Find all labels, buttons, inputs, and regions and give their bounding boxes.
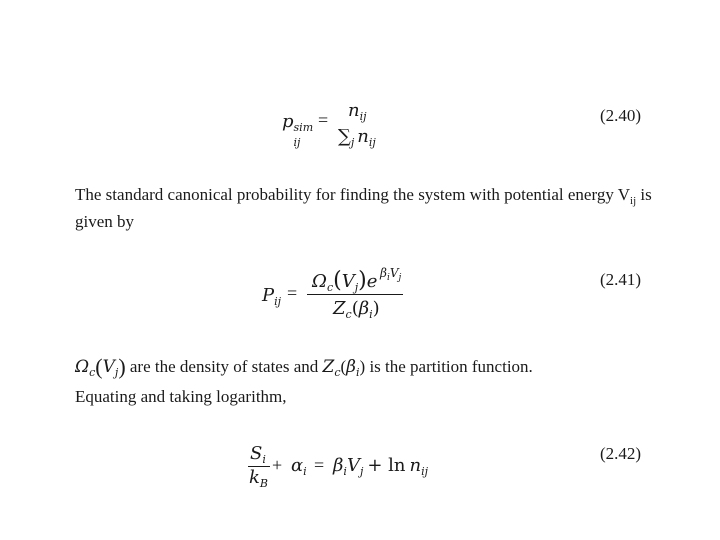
eq241-den-z: Z — [333, 298, 346, 319]
p2-omega: Ω — [75, 357, 90, 377]
eq241-omega-sub: c — [326, 281, 334, 294]
eq242-frac-den — [249, 467, 268, 490]
eq240-number: (2.40) — [600, 106, 642, 125]
eq240-num-sub: ij — [359, 110, 367, 123]
eq242-equals: = — [314, 455, 325, 475]
eq240-lhs-base: p — [282, 111, 294, 132]
p2-v-sub: j — [114, 366, 119, 379]
eq241-lhs-sub: ij — [274, 295, 282, 308]
eq240-den-base: n — [357, 126, 369, 147]
eq241-omega: Ω — [312, 271, 327, 292]
eq242-n-sub: ij — [421, 465, 429, 478]
eq241-number: (2.41) — [600, 270, 642, 289]
eq241-exponent — [380, 266, 401, 283]
eq240-den-sub: ij — [368, 136, 376, 149]
eq241-fraction-bar — [307, 294, 403, 295]
eq241-den-beta-sub: i — [369, 308, 373, 321]
p2-end-text: is the partition function. — [365, 357, 533, 376]
p1-text: The standard canonical probability for finding the system with potential energy V — [75, 185, 631, 204]
eq242-beta: β — [333, 455, 344, 476]
p2-beta-sub: i — [355, 366, 360, 379]
eq242-s: S — [250, 443, 263, 464]
eq241-equals: = — [287, 283, 298, 303]
p2-omega-sub: c — [89, 366, 96, 379]
eq240-sum-sub: j — [350, 136, 355, 149]
eq240-sum-symbol: ∑ — [338, 126, 351, 147]
p2-mid-text: are the density of states and — [125, 357, 323, 376]
p2-z: Z — [322, 357, 335, 377]
p2-z-sub: c — [334, 366, 341, 379]
eq242-frac-num — [250, 443, 266, 466]
eq242-k-sub: B — [259, 477, 269, 490]
eq242-v: V — [346, 455, 360, 476]
eq242-alpha-sub: i — [303, 465, 307, 478]
eq241-lhs — [262, 285, 281, 308]
eq241-den-z-sub: c — [345, 308, 352, 321]
eq241-exp-v: V — [389, 266, 399, 280]
eq241-exp-v-sub: j — [398, 273, 402, 283]
eq242-number: (2.42) — [600, 444, 642, 463]
eq242-k: k — [249, 467, 260, 488]
eq242-alpha-sym: α — [291, 455, 304, 476]
eq242-rhs — [333, 455, 428, 478]
eq242-beta-sub: i — [343, 465, 347, 478]
eq241-lhs-base: P — [262, 285, 275, 306]
eq241-den-close: ) — [372, 298, 380, 319]
eq242-n: n — [409, 455, 422, 476]
eq241-numerator: $\Omega_c(V_j)e$ — [312, 268, 378, 294]
eq241-denominator: $Z_c(\beta_i)$ — [333, 298, 380, 321]
p2-z-close: ) — [359, 357, 366, 376]
eq240-denominator — [338, 126, 376, 149]
eq242-alpha — [291, 455, 307, 478]
paragraph-2: $\Omega_c(V_j)$ are the density of states and $Z_c(\beta_i)$ is the partition function. — [75, 354, 533, 379]
paragraph-1-line-1 — [75, 185, 652, 207]
eq241-v-sub: j — [354, 281, 359, 294]
eq240-lhs-sup: sim — [293, 121, 314, 134]
eq241-exp-beta: β — [380, 266, 387, 280]
eq240-num-base: n — [348, 100, 360, 121]
eq242-s-sub: i — [262, 453, 266, 466]
paragraph-3: Equating and taking logarithm, — [75, 387, 287, 406]
eq240-lhs — [282, 111, 318, 149]
eq242-plus-ln: + ln — [367, 455, 406, 476]
eq241-exp-beta-sub: i — [386, 273, 390, 283]
eq240-equals: = — [318, 110, 329, 130]
p2-paren-close: ) — [118, 354, 126, 379]
p1-suffix: is — [636, 185, 652, 204]
eq240-numerator — [348, 100, 367, 123]
eq242-plus: + — [272, 455, 283, 475]
p1-sub: ij — [630, 195, 637, 207]
paragraph-1-line-2: given by — [75, 212, 135, 231]
eq240-lhs-sub: ij — [293, 136, 301, 149]
eq242-v-sub: j — [359, 465, 364, 478]
